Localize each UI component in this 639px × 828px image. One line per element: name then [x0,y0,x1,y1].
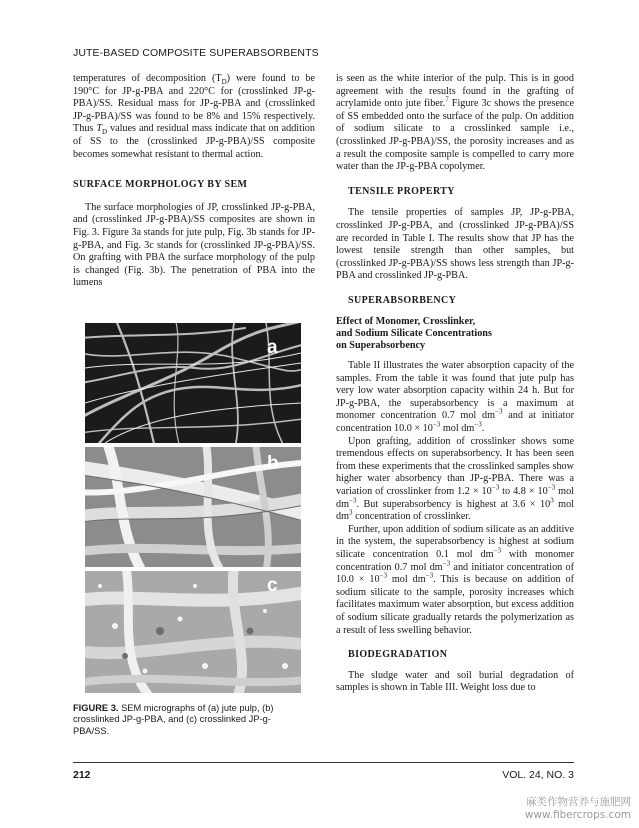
micrograph-panel-a [85,323,301,443]
subheading-line-3: on Superabsorbency [336,339,426,351]
page-number: 212 [73,769,91,781]
intro-paragraph: temperatures of decomposition $(T_D)$ were found to be 190°C for JP-g-PBA and 220°C for (crosslinked JP-g-PBA)/SS. Residual mass for JP-g-PBA and (crosslinked JP-g-PBA)/SS was found to be 8% and 15% respectively. Thus $T_D$ values and residual mass indicate that on addition of SS to the (crosslinked JP-g-PBA)/SS composite becomes somewhat resistant to thermal action. [73,73,315,160]
tensile-paragraph: The tensile properties of samples JP, JP-g-PBA, crosslinked JP-g-PBA, and (crosslinked JP-g-PBA)/SS are recorded in Table I. The results show that JP has the lowest tensile strength than other samples, but (crosslinked JP-g-PBA)/SS shows less strength than JP-g-PBA and crosslinked JP-g-PBA. [336,207,574,282]
superabsorbency-paragraph-2: Upon grafting, addition of crosslinker shows some tremendous effects on superabsorbency. It has been seen from these experiments that the crosslinked samples show higher water absorbency than JP-g-PBA. There was a variation of crosslinker from $1.2 \times 10^{-3}$ to $4.8 \times 10^{-3}$ mol $dm^{-3}$. But superabsorbency is highest at $3.6 \times 10^3$ mol $dm^3$ concentration of crosslinker. [336,435,575,523]
continuation-paragraph: is seen as the white interior of the pulp. This is in good agreement with the results found in the grafting of acrylamide onto jute fiber.$^7$ Figure 3c shows the presence of SS embedded onto the surface of the pulp. On addition of sodium silicate to a crosslinked sample i.e., (crosslinked JP-g-PBA)/SS, the porosity increases and as a result the composite sample is compelled to carry more water than the JP-g-PBA copolymer. [336,73,574,173]
surface-morphology-paragraph: The surface morphologies of JP, crosslinked JP-g-PBA, and (crosslinked JP-g-PBA)/SS composites are shown in Fig. 3. Figure 3a stands for jute pulp, Fig. 3b stands for JP-g-PBA, and Fig. 3c stands for (crosslinked JP-g-PBA)/SS. On grafting with PBA the surface morphology of the pulp is changed (Fig. 3b). The penetration of PBA into the lumens [73,201,315,289]
panel-label-c: c [267,575,278,596]
figure-3-micrographs [85,323,301,693]
footer-rule [73,762,574,763]
site-watermark [525,796,631,822]
section-heading-surface-morphology: SURFACE MORPHOLOGY BY SEM [73,179,248,191]
figure-3-caption [73,703,303,737]
section-heading-biodegradation: BIODEGRADATION [348,649,448,661]
subsection-heading [336,316,574,353]
caption-label: FIGURE 3. [73,703,119,713]
superabsorbency-paragraph-1: Table II illustrates the water absorption capacity of the samples. From the table it was found that jute pulp has very low water absorption capacity within 24 h. But for JP-g-PBA, the superabsorbency is a maximum at monomer concentration 0.7 mol $dm^{-3}$ and at initiator concentration $10.0 \times 10^{-3}$ mol $dm^{-3}$. [336,360,574,435]
watermark-line-1: 麻类作物营养与施肥网 [526,796,631,808]
superabsorbency-paragraph-3: Further, upon addition of sodium silicate as an additive in the system, the superabsorbency is highest at sodium silicate concentration 0.1 mol $dm^{-3}$ with monomer concentration 0.7 mol $dm^{-3}$ and initiator concentration of $10.0 \times 10^{-3}$ mol $dm^{-3}$. This is because on addition of sodium silicate to the sample, porosity increases which facilitates maximum water absorption, but excess addition of sodium silicate gradually retards the polymerization as a result of less swelling behavior. [336,523,575,636]
subheading-line-1: Effect of Monomer, Crosslinker, [336,315,476,327]
panel-label-b: b [267,453,279,474]
biodegradation-paragraph: The sludge water and soil burial degradation of samples is shown in Table III. Weight loss due to [336,669,574,694]
micrograph-panel-b [85,447,301,567]
section-heading-tensile: TENSILE PROPERTY [348,185,455,197]
left-column [73,73,315,290]
panel-label-a: a [267,337,278,358]
right-column [336,73,574,695]
watermark-line-2: www.fibercrops.com [524,809,631,821]
journal-issue: VOL. 24, NO. 3 [502,769,574,781]
micrograph-panel-c [85,571,301,693]
section-heading-superabsorbency: SUPERABSORBENCY [348,294,457,306]
running-title: JUTE-BASED COMPOSITE SUPERABSORBENTS [73,47,319,59]
caption-text: SEM micrographs of (a) jute pulp, (b) crosslinked JP-g-PBA, and (c) crosslinked JP-g-PBA/SS. [73,703,274,736]
subheading-line-2: and Sodium Silicate Concentrations [336,327,492,339]
